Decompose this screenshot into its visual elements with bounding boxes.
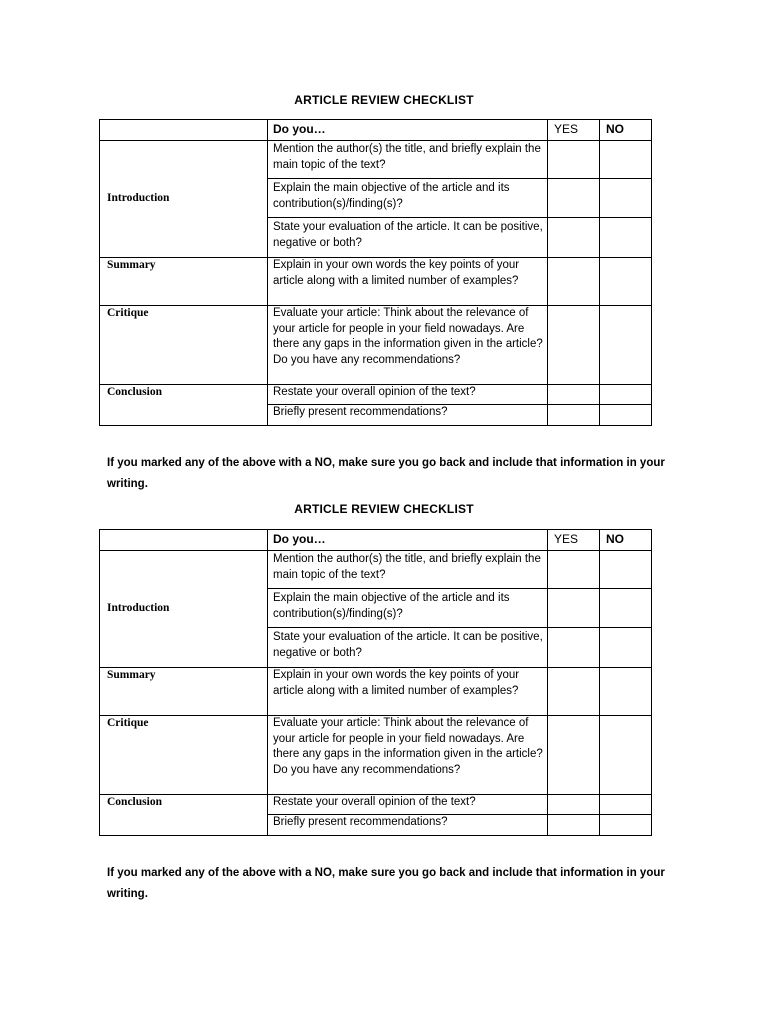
yes-checkbox-cell[interactable]: [548, 385, 600, 405]
item-text: Mention the author(s) the title, and briefly explain the main topic of the text?: [268, 551, 548, 589]
table-header-row: [100, 530, 652, 551]
yes-checkbox-cell[interactable]: [548, 306, 600, 385]
no-checkbox-cell[interactable]: [600, 258, 652, 306]
table-row: [100, 258, 652, 306]
item-text: Explain in your own words the key points of your article along with a limited number of examples?: [268, 258, 548, 306]
no-checkbox-cell[interactable]: [600, 716, 652, 795]
yes-checkbox-cell[interactable]: [548, 551, 600, 589]
item-text: Explain in your own words the key points of your article along with a limited number of examples?: [268, 668, 548, 716]
item-text: Evaluate your article: Think about the relevance of your article for people in your field nowadays. Are there any gaps in the information given in the article? Do you have any recommendations?: [268, 716, 548, 795]
header-no: NO: [600, 120, 652, 141]
table-row: [100, 385, 652, 405]
table-row: [100, 306, 652, 385]
section-summary: Summary: [100, 258, 268, 306]
checklist-table: [99, 529, 652, 836]
item-text: State your evaluation of the article. It can be positive, negative or both?: [268, 218, 548, 258]
header-blank-cell: [100, 530, 268, 551]
no-checkbox-cell[interactable]: [600, 795, 652, 815]
yes-checkbox-cell[interactable]: [548, 141, 600, 179]
yes-checkbox-cell[interactable]: [548, 795, 600, 815]
section-critique: Critique: [100, 716, 268, 795]
no-checkbox-cell[interactable]: [600, 815, 652, 836]
reminder-note: If you marked any of the above with a NO, make sure you go back and include that information in your writing.: [107, 867, 665, 900]
item-text: Mention the author(s) the title, and briefly explain the main topic of the text?: [268, 141, 548, 179]
section-introduction: Introduction: [100, 551, 268, 668]
no-checkbox-cell[interactable]: [600, 385, 652, 405]
checklist-table: [99, 119, 652, 426]
yes-checkbox-cell[interactable]: [548, 218, 600, 258]
yes-checkbox-cell[interactable]: [548, 628, 600, 668]
table-row: [100, 795, 652, 815]
item-text: Explain the main objective of the article and its contribution(s)/finding(s)?: [268, 589, 548, 628]
item-text: Restate your overall opinion of the text?: [268, 385, 548, 405]
section-conclusion: Conclusion: [100, 795, 268, 836]
header-yes: YES: [548, 120, 600, 141]
header-yes: YES: [548, 530, 600, 551]
yes-checkbox-cell[interactable]: [548, 815, 600, 836]
reminder-note: If you marked any of the above with a NO, make sure you go back and include that information in your writing.: [107, 457, 665, 490]
no-checkbox-cell[interactable]: [600, 141, 652, 179]
yes-checkbox-cell[interactable]: [548, 258, 600, 306]
header-no: NO: [600, 530, 652, 551]
item-text: State your evaluation of the article. It can be positive, negative or both?: [268, 628, 548, 668]
no-checkbox-cell[interactable]: [600, 589, 652, 628]
item-text: Restate your overall opinion of the text?: [268, 795, 548, 815]
checklist-title: ARTICLE REVIEW CHECKLIST: [294, 93, 474, 107]
table-header-row: [100, 120, 652, 141]
no-checkbox-cell[interactable]: [600, 551, 652, 589]
no-checkbox-cell[interactable]: [600, 405, 652, 426]
item-text: Briefly present recommendations?: [268, 405, 548, 426]
section-critique: Critique: [100, 306, 268, 385]
no-checkbox-cell[interactable]: [600, 628, 652, 668]
table-row: [100, 141, 652, 179]
section-conclusion: Conclusion: [100, 385, 268, 426]
header-question: Do you…: [268, 120, 548, 141]
header-blank-cell: [100, 120, 268, 141]
header-question: Do you…: [268, 530, 548, 551]
item-text: Briefly present recommendations?: [268, 815, 548, 836]
no-checkbox-cell[interactable]: [600, 179, 652, 218]
item-text: Evaluate your article: Think about the relevance of your article for people in your field nowadays. Are there any gaps in the information given in the article? Do you have any recommendations?: [268, 306, 548, 385]
yes-checkbox-cell[interactable]: [548, 716, 600, 795]
section-summary: Summary: [100, 668, 268, 716]
table-row: [100, 716, 652, 795]
no-checkbox-cell[interactable]: [600, 218, 652, 258]
table-row: [100, 551, 652, 589]
checklist-title: ARTICLE REVIEW CHECKLIST: [294, 502, 474, 516]
item-text: Explain the main objective of the article and its contribution(s)/finding(s)?: [268, 179, 548, 218]
yes-checkbox-cell[interactable]: [548, 405, 600, 426]
yes-checkbox-cell[interactable]: [548, 179, 600, 218]
no-checkbox-cell[interactable]: [600, 668, 652, 716]
table-row: [100, 668, 652, 716]
section-introduction: Introduction: [100, 141, 268, 258]
yes-checkbox-cell[interactable]: [548, 668, 600, 716]
yes-checkbox-cell[interactable]: [548, 589, 600, 628]
no-checkbox-cell[interactable]: [600, 306, 652, 385]
